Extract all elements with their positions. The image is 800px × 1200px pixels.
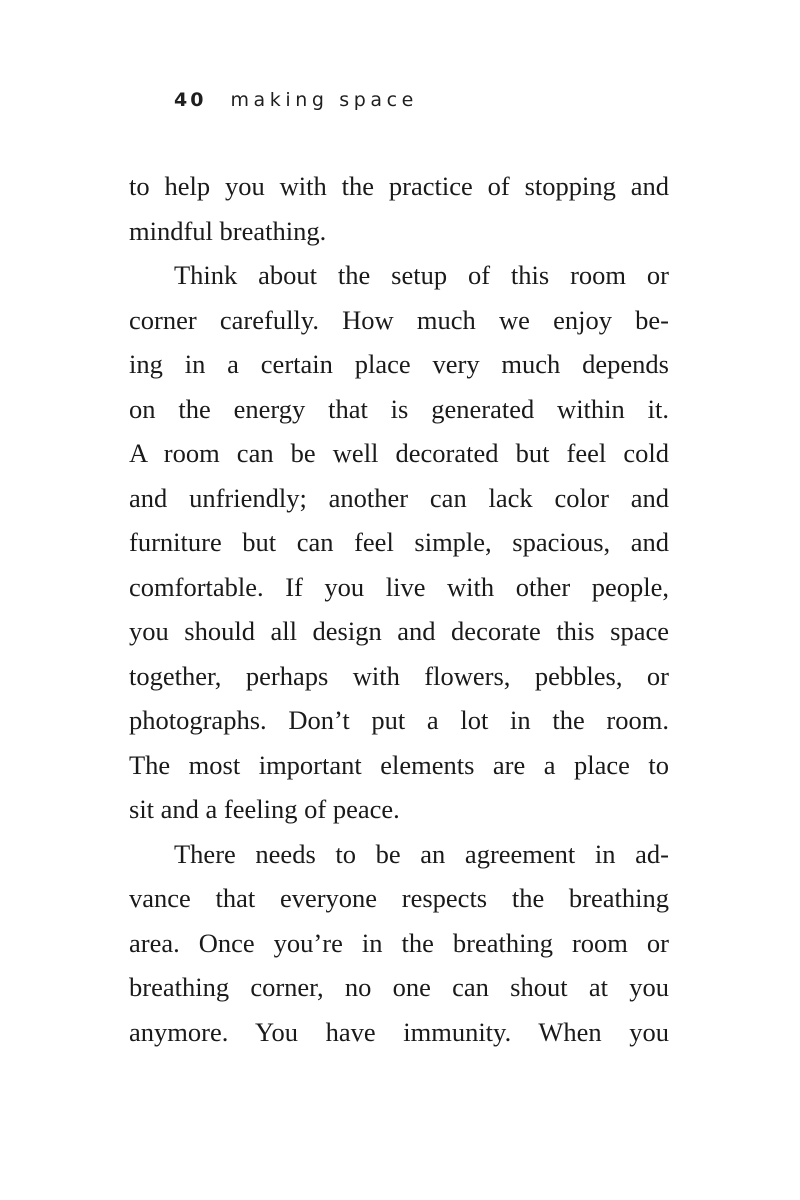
text-line: furniture but can feel simple, spacious, and <box>129 527 669 557</box>
text-line: to help you with the practice of stopping and <box>129 171 669 201</box>
text-line: breathing corner, no one can shout at you <box>129 972 669 1002</box>
text-line: There needs to be an agreement in ad- <box>174 838 669 869</box>
text-line: The most important elements are a place to <box>129 749 669 780</box>
running-head <box>174 86 418 114</box>
text-line: photographs. Don’t put a lot in the room. <box>129 705 669 735</box>
body-text <box>129 164 669 1054</box>
text-line: sit and a feeling of peace. <box>129 794 400 824</box>
text-line: mindful breathing. <box>129 215 327 246</box>
text-line: ing in a certain place very much depends <box>129 349 669 379</box>
page-number: 40 <box>174 89 207 111</box>
section-title: making space <box>230 89 418 111</box>
text-line: corner carefully. How much we enjoy be- <box>129 304 669 335</box>
text-line: comfortable. If you live with other people, <box>129 571 669 602</box>
text-line: on the energy that is generated within it. <box>129 393 669 424</box>
text-line: and unfriendly; another can lack color and <box>129 482 669 513</box>
text-line: Think about the setup of this room or <box>174 260 669 290</box>
text-line: anymore. You have immunity. When you <box>129 1016 669 1047</box>
text-line: A room can be well decorated but feel cold <box>129 438 669 468</box>
text-line: area. Once you’re in the breathing room or <box>129 927 669 958</box>
text-line: vance that everyone respects the breathing <box>129 883 669 913</box>
text-line: together, perhaps with flowers, pebbles, or <box>129 660 669 691</box>
text-line: you should all design and decorate this space <box>129 616 669 646</box>
